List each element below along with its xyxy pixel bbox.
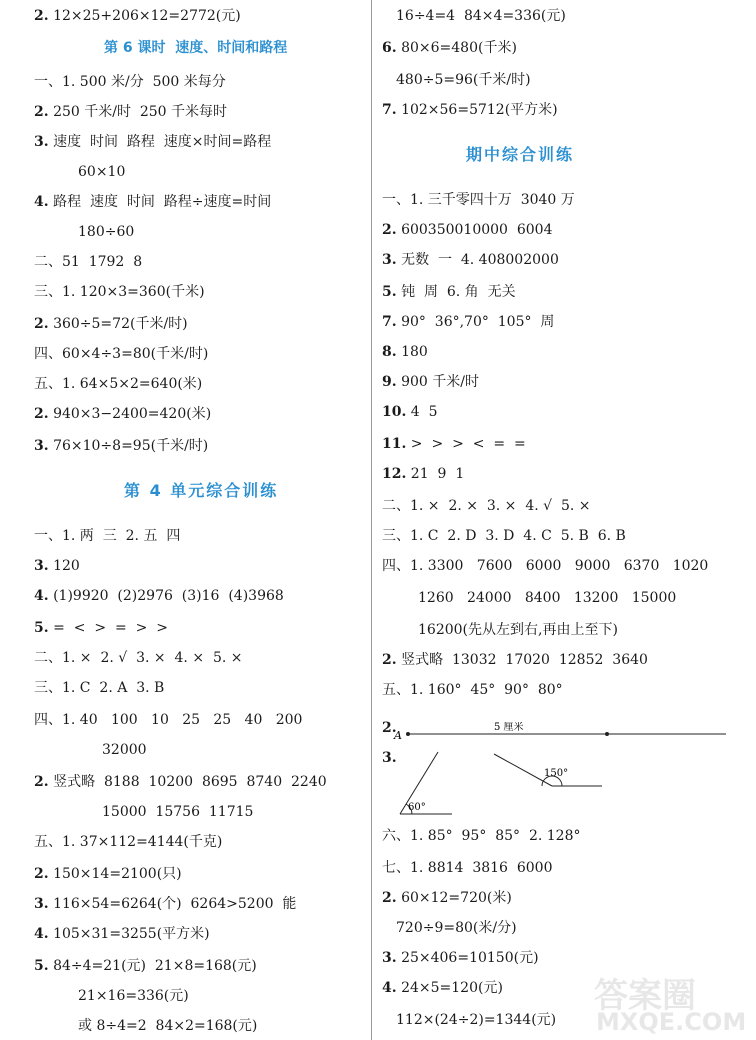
question-number: 2. bbox=[34, 866, 49, 882]
answer-line bbox=[78, 162, 125, 182]
answer-line bbox=[382, 826, 580, 846]
answer-line bbox=[34, 6, 241, 26]
answer-line bbox=[34, 556, 80, 576]
answer-text: 二、1. × 2. × 3. × 4. √ 5. × bbox=[382, 498, 591, 514]
question-number: 10. bbox=[382, 404, 407, 420]
answer-text: (1)9920 (2)2976 (3)16 (4)3968 bbox=[48, 588, 284, 604]
question-number: 2. bbox=[34, 104, 49, 120]
question-number: 5. bbox=[34, 620, 49, 636]
answer-text: 1260 24000 8400 13200 15000 bbox=[418, 590, 677, 606]
answer-text: 25×406=10150(元) bbox=[396, 950, 539, 966]
answer-line bbox=[34, 102, 227, 122]
answer-text: 360÷5=72(千米/时) bbox=[48, 316, 188, 332]
answer-text: 480÷5=96(千米/时) bbox=[396, 72, 531, 88]
question-number: 4. bbox=[382, 980, 397, 996]
answer-text: 76×10÷8=95(千米/时) bbox=[48, 438, 209, 454]
answer-line bbox=[382, 282, 516, 302]
answer-line bbox=[34, 252, 142, 272]
answer-line bbox=[102, 740, 147, 760]
answer-text: 4 5 bbox=[406, 404, 438, 420]
answer-line bbox=[382, 402, 438, 422]
answer-line bbox=[34, 956, 257, 976]
segment-start-label: A bbox=[394, 729, 402, 742]
answer-line bbox=[34, 894, 296, 914]
answer-text: 16200(先从左到右,再由上至下) bbox=[418, 622, 618, 638]
answer-line bbox=[34, 772, 327, 792]
answer-text: 24×5=120(元) bbox=[396, 980, 503, 996]
answer-text: 钝 周 6. 角 无关 bbox=[396, 284, 516, 300]
question-number: 2. bbox=[382, 222, 397, 238]
answer-line bbox=[418, 588, 676, 608]
answer-text: 90° 36°,70° 105° 周 bbox=[396, 314, 555, 330]
answer-text: 路程 速度 时间 路程÷速度=时间 bbox=[48, 194, 272, 210]
answer-line bbox=[34, 526, 180, 546]
answer-line bbox=[34, 864, 182, 884]
answer-text: 250 千米/时 250 千米每时 bbox=[48, 104, 228, 120]
answer-line bbox=[34, 436, 208, 456]
answer-text: 无数 一 4. 408002000 bbox=[396, 252, 559, 268]
answer-text: 60×10 bbox=[78, 164, 126, 180]
segment-start-point bbox=[406, 732, 410, 736]
section-title: 期中综合训练 bbox=[466, 145, 575, 164]
answer-text: 六、1. 85° 95° 85° 2. 128° bbox=[382, 828, 581, 844]
question-number: 2. bbox=[34, 774, 49, 790]
question-number: 2. bbox=[34, 316, 49, 332]
answer-text: 102×56=5712(平方米) bbox=[396, 102, 558, 118]
answer-line bbox=[382, 220, 553, 240]
answer-line bbox=[34, 678, 164, 698]
answer-text: 三、1. C 2. A 3. B bbox=[34, 680, 165, 696]
answer-line bbox=[382, 858, 553, 878]
answer-text: 12×25+206×12=2772(元) bbox=[48, 8, 241, 24]
question-number: 2. bbox=[382, 652, 397, 668]
answer-line bbox=[382, 464, 464, 484]
segment-figure bbox=[392, 722, 732, 746]
answer-line bbox=[382, 888, 512, 908]
answer-text: 900 千米/时 bbox=[396, 374, 479, 390]
question-number: 7. bbox=[382, 314, 397, 330]
section-title: 第 4 单元综合训练 bbox=[124, 481, 279, 500]
question-number: 2. bbox=[382, 720, 397, 736]
answer-line bbox=[34, 832, 222, 852]
answer-text: 120 bbox=[48, 558, 80, 574]
answer-text: 940×3−2400=420(米) bbox=[48, 406, 212, 422]
answer-line bbox=[34, 586, 284, 606]
question-number: 3. bbox=[34, 896, 49, 912]
answer-line bbox=[34, 710, 302, 730]
question-number: 6. bbox=[382, 40, 397, 56]
answer-text: 或 8÷4=2 84×2=168(元) bbox=[78, 1018, 258, 1034]
answer-line bbox=[396, 6, 566, 26]
answer-text: 180÷60 bbox=[78, 224, 135, 240]
answer-line bbox=[382, 312, 554, 332]
question-number: 5. bbox=[382, 284, 397, 300]
answer-line bbox=[382, 496, 590, 516]
question-number: 3. bbox=[382, 750, 397, 766]
question-number: 3. bbox=[34, 558, 49, 574]
answer-line bbox=[382, 190, 575, 210]
question-number: 2. bbox=[34, 406, 49, 422]
angle2-label: 150° bbox=[544, 768, 569, 779]
answer-text: 竖式略 8188 10200 8695 8740 2240 bbox=[48, 774, 327, 790]
question-number: 7. bbox=[382, 102, 397, 118]
answer-text: > > > < = = bbox=[406, 436, 526, 452]
answer-line bbox=[382, 38, 517, 58]
answer-line bbox=[382, 680, 563, 700]
question-number: 4. bbox=[34, 926, 49, 942]
question-number: 4. bbox=[34, 588, 49, 604]
answer-text: 84÷4=21(元) 21×8=168(元) bbox=[48, 958, 257, 974]
answer-line bbox=[382, 342, 428, 362]
answer-text: 80×6=480(千米) bbox=[396, 40, 517, 56]
answer-text: 60×12=720(米) bbox=[396, 890, 512, 906]
question-number: 11. bbox=[382, 436, 407, 452]
answer-line bbox=[382, 978, 503, 998]
answer-line bbox=[382, 250, 559, 270]
answer-text: 速度 时间 路程 速度×时间=路程 bbox=[48, 134, 272, 150]
answer-text: 一、1. 三千零四十万 3040 万 bbox=[382, 192, 575, 208]
answer-text: 三、1. 120×3=360(千米) bbox=[34, 284, 205, 300]
segment-length-label: 5 厘米 bbox=[494, 722, 524, 733]
question-number: 2. bbox=[382, 890, 397, 906]
question-number: 5. bbox=[34, 958, 49, 974]
answer-line bbox=[382, 434, 526, 454]
answer-text: 五、1. 37×112=4144(千克) bbox=[34, 834, 223, 850]
answer-line bbox=[382, 556, 708, 576]
answer-line bbox=[382, 650, 648, 670]
column-divider bbox=[371, 0, 372, 1040]
answer-line bbox=[396, 918, 517, 938]
answer-line bbox=[34, 374, 202, 394]
answer-text: 180 bbox=[396, 344, 428, 360]
answer-text: 150×14=2100(只) bbox=[48, 866, 182, 882]
question-number: 2. bbox=[34, 8, 49, 24]
question-number: 8. bbox=[382, 344, 397, 360]
answer-text: 720÷9=80(米/分) bbox=[396, 920, 517, 936]
watermark bbox=[590, 968, 750, 1038]
answer-text: 三、1. C 2. D 3. D 4. C 5. B 6. B bbox=[382, 528, 626, 544]
answer-text: 竖式略 13032 17020 12852 3640 bbox=[396, 652, 648, 668]
answer-text: 五、1. 64×5×2=640(米) bbox=[34, 376, 203, 392]
answer-text: 116×54=6264(个) 6264>5200 能 bbox=[48, 896, 297, 912]
answer-text: 105×31=3255(平方米) bbox=[48, 926, 210, 942]
question-number: 3. bbox=[34, 438, 49, 454]
answer-text: 一、1. 500 米/分 500 米每分 bbox=[34, 74, 226, 90]
question-number: 3. bbox=[382, 252, 397, 268]
answer-text: 32000 bbox=[102, 742, 147, 758]
question-number: 3. bbox=[34, 134, 49, 150]
answer-line bbox=[78, 986, 189, 1006]
answer-line bbox=[382, 526, 626, 546]
answer-line bbox=[396, 1010, 556, 1030]
answer-line bbox=[382, 372, 479, 392]
answer-line bbox=[382, 948, 539, 968]
question-number: 3. bbox=[382, 950, 397, 966]
answer-line bbox=[396, 70, 531, 90]
answer-text: 五、1. 160° 45° 90° 80° bbox=[382, 682, 563, 698]
answer-line bbox=[418, 620, 618, 640]
answer-text: 21 9 1 bbox=[406, 466, 465, 482]
angle1-label: 60° bbox=[408, 802, 426, 813]
angles-figure bbox=[392, 748, 612, 820]
answer-line bbox=[34, 132, 271, 152]
answer-line bbox=[34, 314, 188, 334]
answer-text: 16÷4=4 84×4=336(元) bbox=[396, 8, 566, 24]
answer-line bbox=[382, 100, 558, 120]
answer-line bbox=[78, 222, 134, 242]
segment-end-point bbox=[605, 732, 609, 736]
answer-line bbox=[34, 282, 205, 302]
answer-line bbox=[34, 192, 271, 212]
answer-text: 600350010000 6004 bbox=[396, 222, 553, 238]
answer-text: 四、1. 3300 7600 6000 9000 6370 1020 bbox=[382, 558, 709, 574]
answer-text: 21×16=336(元) bbox=[78, 988, 189, 1004]
answer-line bbox=[34, 648, 242, 668]
answer-text: = < > = > > bbox=[48, 620, 168, 636]
answer-line bbox=[34, 924, 210, 944]
answer-line bbox=[34, 72, 226, 92]
answer-line bbox=[78, 1016, 257, 1036]
question-number: 12. bbox=[382, 466, 407, 482]
answer-text: 二、1. × 2. √ 3. × 4. × 5. × bbox=[34, 650, 243, 666]
answer-line bbox=[34, 404, 211, 424]
answer-line bbox=[34, 344, 208, 364]
section-title: 第 6 课时 速度、时间和路程 bbox=[104, 40, 288, 56]
answer-text: 一、1. 两 三 2. 五 四 bbox=[34, 528, 181, 544]
watermark-logo-text: 答案圈 bbox=[594, 976, 696, 1016]
answer-line bbox=[102, 802, 253, 822]
answer-text: 四、60×4÷3=80(千米/时) bbox=[34, 346, 209, 362]
answer-text: 四、1. 40 100 10 25 25 40 200 bbox=[34, 712, 303, 728]
answer-text: 七、1. 8814 3816 6000 bbox=[382, 860, 553, 876]
answer-line bbox=[34, 618, 168, 638]
watermark-url-text: MXQE.COM bbox=[596, 1008, 747, 1036]
answer-text: 112×(24÷2)=1344(元) bbox=[396, 1012, 557, 1028]
answer-text: 15000 15756 11715 bbox=[102, 804, 254, 820]
question-number: 4. bbox=[34, 194, 49, 210]
question-number: 9. bbox=[382, 374, 397, 390]
answer-text: 二、51 1792 8 bbox=[34, 254, 143, 270]
